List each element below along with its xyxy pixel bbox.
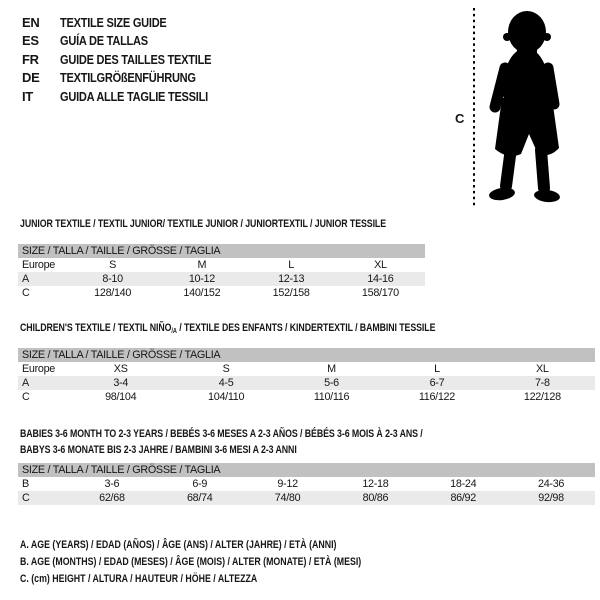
size-cell: M	[327, 363, 336, 375]
baby-silhouette-icon	[484, 8, 568, 208]
row-label: B	[22, 478, 29, 490]
height-cell: 104/110	[208, 391, 245, 403]
row-label: Europe	[22, 363, 56, 375]
age-cell: 7-8	[534, 377, 550, 389]
size-cell: XS	[113, 363, 128, 375]
age-cell: 10-12	[188, 273, 215, 285]
row-label: C	[22, 391, 30, 403]
language-code: IT	[22, 88, 33, 104]
language-row-en	[22, 13, 238, 32]
babies-title-line1: BABIES 3-6 MONTH TO 2-3 YEARS / BEBÉS 3-6 MESES A 2-3 AÑOS / BÉBÉS 3-6 MOIS À 2-3 ANS /	[20, 428, 423, 440]
age-months-cell: 9-12	[277, 478, 298, 490]
children-title-text: CHILDREN'S TEXTILE / TEXTIL NIÑO	[20, 322, 172, 334]
height-cell: 74/80	[274, 492, 301, 504]
table-row-c	[18, 286, 425, 300]
language-header	[22, 13, 238, 106]
table-row-b	[18, 477, 595, 491]
age-months-cell: 12-18	[362, 478, 389, 490]
height-cell: 68/74	[186, 492, 213, 504]
age-cell: 12-13	[278, 273, 305, 285]
size-cell: L	[434, 363, 440, 375]
height-cell: 116/122	[418, 391, 455, 403]
table-row-europe	[18, 362, 595, 376]
height-cell: 158/170	[361, 287, 399, 299]
height-cell: 140/152	[183, 287, 221, 299]
language-code: EN	[22, 14, 40, 30]
guide-title-es: GUÍA DE TALLAS	[60, 33, 148, 49]
age-months-cell: 24-36	[537, 478, 565, 490]
height-label-c: C	[455, 111, 465, 126]
row-label: A	[22, 273, 29, 285]
language-row-de	[22, 69, 238, 88]
language-row-it	[22, 87, 238, 106]
legend-line-a: A. AGE (YEARS) / EDAD (AÑOS) / ÂGE (ANS) / ALTER (JAHRE) / ETÀ (ANNI)	[20, 539, 337, 551]
size-cell: M	[197, 259, 207, 271]
babies-size-table	[18, 463, 595, 505]
table-row-c	[18, 491, 595, 505]
babies-title-line2: BABYS 3-6 MONATE BIS 2-3 JAHRE / BAMBINI 3-6 MESI A 2-3 ANNI	[20, 443, 297, 456]
children-section-title	[20, 321, 435, 339]
language-code: ES	[22, 33, 39, 49]
row-label: Europe	[22, 259, 56, 271]
age-cell: 6-7	[429, 377, 445, 389]
children-size-table	[18, 348, 595, 404]
height-cell: 92/98	[538, 492, 564, 504]
height-cell: 152/158	[272, 287, 310, 299]
age-cell: 14-16	[367, 273, 394, 285]
legend	[20, 537, 447, 588]
size-cell: XL	[374, 259, 387, 271]
size-header-row: SIZE / TALLA / TAILLE / GRÖSSE / TAGLIA	[18, 463, 595, 477]
height-cell: 98/104	[105, 391, 137, 403]
junior-section-title: JUNIOR TEXTILE / TEXTIL JUNIOR/ TEXTILE JUNIOR / JUNIORTEXTIL / JUNIOR TESSILE	[20, 218, 387, 230]
age-months-cell: 3-6	[104, 478, 120, 490]
guide-title-fr: GUIDE DES TAILLES TEXTILE	[60, 51, 212, 67]
height-measure-dotted-line	[472, 8, 476, 208]
legend-line-b: B. AGE (MONTHS) / EDAD (MESES) / ÂGE (MOIS) / ALTER (MONATE) / ETÀ (MESI)	[20, 556, 362, 568]
language-code: FR	[22, 51, 39, 67]
height-cell: 86/92	[450, 492, 476, 504]
legend-line-c: C. (cm) HEIGHT / ALTURA / HAUTEUR / HÖHE / ALTEZZA	[20, 573, 258, 585]
height-cell: 110/116	[313, 391, 350, 403]
language-row-fr	[22, 50, 238, 69]
size-cell: S	[109, 259, 117, 271]
height-cell: 122/128	[523, 391, 561, 403]
guide-title-it: GUIDA ALLE TAGLIE TESSILI	[60, 88, 208, 104]
size-cell: S	[222, 363, 230, 375]
height-cell: 128/140	[94, 287, 132, 299]
age-cell: 5-6	[324, 377, 339, 389]
table-row-a	[18, 272, 425, 286]
age-cell: 4-5	[218, 377, 234, 389]
height-cell: 62/68	[99, 492, 125, 504]
height-cell: 80/86	[362, 492, 389, 504]
size-cell: XL	[536, 363, 549, 375]
babies-section-title	[20, 427, 423, 457]
guide-title-en: TEXTILE SIZE GUIDE	[60, 14, 167, 30]
table-row-europe	[18, 258, 425, 272]
age-months-cell: 18-24	[450, 478, 477, 490]
row-label: C	[22, 287, 30, 299]
table-row-c	[18, 390, 595, 404]
age-cell: 3-4	[113, 377, 129, 389]
age-cell: 8-10	[102, 273, 123, 285]
row-label: C	[22, 492, 30, 504]
guide-title-de: TEXTILGRÖßENFÜHRUNG	[60, 70, 196, 86]
children-title-subscript: /A	[171, 328, 177, 335]
row-label: A	[22, 377, 29, 389]
age-months-cell: 6-9	[192, 478, 208, 490]
table-row-a	[18, 376, 595, 390]
size-header-row: SIZE / TALLA / TAILLE / GRÖSSE / TAGLIA	[18, 348, 595, 362]
junior-size-table	[18, 244, 425, 300]
language-code: DE	[22, 70, 40, 86]
size-cell: L	[288, 259, 294, 271]
language-row-es	[22, 32, 238, 51]
children-title-text: / TEXTILE DES ENFANTS / KINDERTEXTIL / BAMBINI TESSILE	[176, 322, 436, 334]
size-header-row: SIZE / TALLA / TAILLE / GRÖSSE / TAGLIA	[18, 244, 425, 258]
